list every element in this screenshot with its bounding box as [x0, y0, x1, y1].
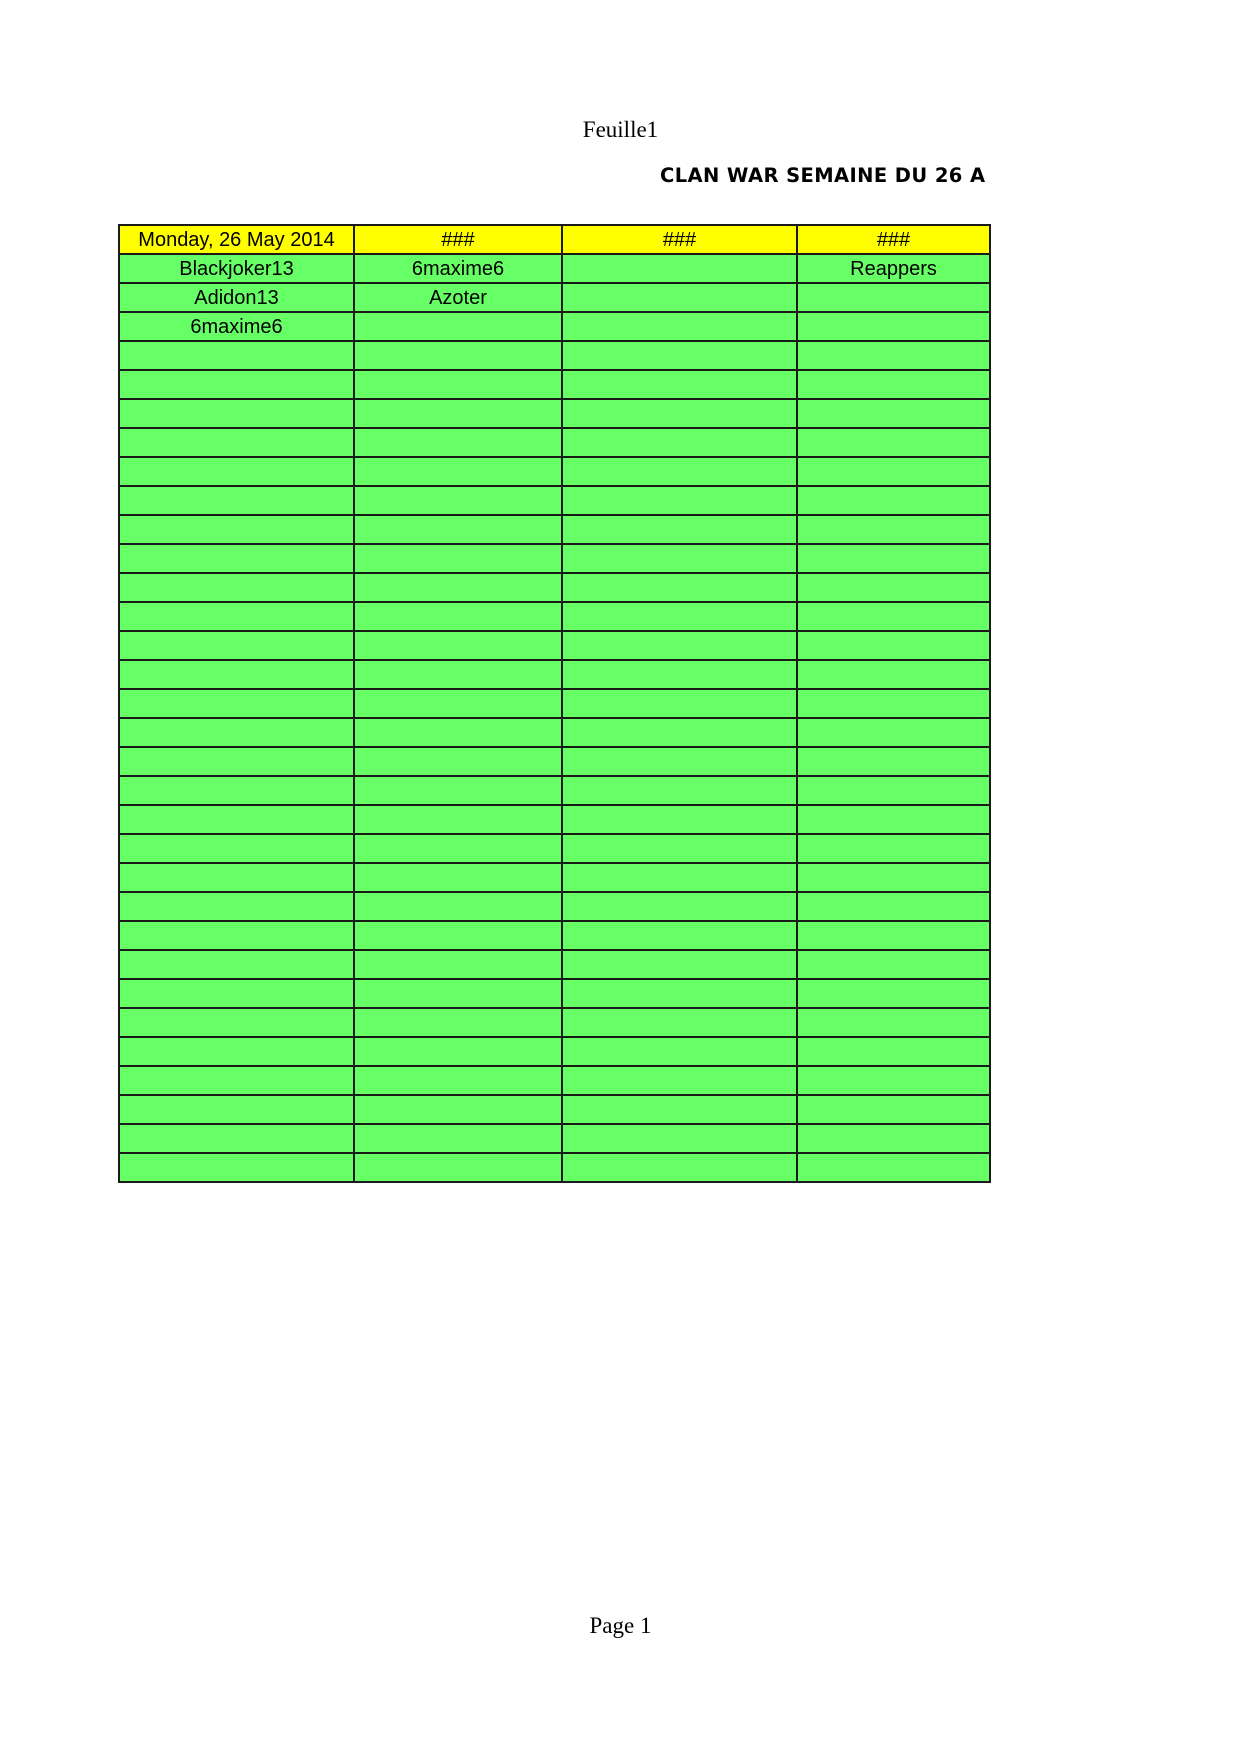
- table-cell[interactable]: 6maxime6: [354, 254, 562, 283]
- table-cell[interactable]: [562, 1124, 797, 1153]
- table-cell[interactable]: [797, 950, 990, 979]
- table-row: [119, 1095, 990, 1124]
- table-cell[interactable]: [354, 1066, 562, 1095]
- table-cell[interactable]: [354, 1124, 562, 1153]
- table-row: [119, 341, 990, 370]
- header-cell-date[interactable]: Monday, 26 May 2014: [119, 225, 354, 254]
- table-cell[interactable]: [354, 573, 562, 602]
- table-cell[interactable]: [119, 341, 354, 370]
- table-row: [119, 834, 990, 863]
- table-row: [119, 457, 990, 486]
- table-cell[interactable]: [562, 979, 797, 1008]
- table-row: [119, 1066, 990, 1095]
- table-cell[interactable]: [119, 1095, 354, 1124]
- table-cell[interactable]: [562, 544, 797, 573]
- table-cell[interactable]: [354, 1153, 562, 1182]
- table-cell[interactable]: [354, 428, 562, 457]
- table-cell[interactable]: [797, 1124, 990, 1153]
- table-cell[interactable]: [119, 892, 354, 921]
- table-cell[interactable]: [562, 399, 797, 428]
- table-row: [119, 950, 990, 979]
- table-cell[interactable]: [562, 312, 797, 341]
- table-cell[interactable]: [797, 399, 990, 428]
- table-cell[interactable]: [562, 1008, 797, 1037]
- table-cell[interactable]: [119, 428, 354, 457]
- table-cell[interactable]: [354, 312, 562, 341]
- table-cell[interactable]: [354, 776, 562, 805]
- table-cell[interactable]: [562, 573, 797, 602]
- table-cell[interactable]: [797, 1037, 990, 1066]
- table-cell[interactable]: [562, 486, 797, 515]
- table-cell[interactable]: [119, 1037, 354, 1066]
- table-cell[interactable]: [797, 892, 990, 921]
- table-cell[interactable]: [797, 312, 990, 341]
- table-row: [119, 979, 990, 1008]
- page-footer: Page 1: [589, 1613, 652, 1638]
- table-row: [119, 1153, 990, 1182]
- table-row: [119, 602, 990, 631]
- table-cell[interactable]: [354, 1008, 562, 1037]
- table-cell[interactable]: [562, 892, 797, 921]
- table-cell[interactable]: [354, 689, 562, 718]
- header-row: [119, 225, 990, 254]
- table-cell[interactable]: [797, 805, 990, 834]
- table-cell[interactable]: [797, 602, 990, 631]
- table-cell[interactable]: [562, 950, 797, 979]
- table-cell[interactable]: [354, 979, 562, 1008]
- table-row: [119, 863, 990, 892]
- table-cell[interactable]: [562, 1037, 797, 1066]
- table-cell[interactable]: [797, 1095, 990, 1124]
- table-row: [119, 254, 990, 283]
- table-cell[interactable]: [119, 1153, 354, 1182]
- table-cell[interactable]: [119, 979, 354, 1008]
- table-cell[interactable]: [354, 660, 562, 689]
- table-cell[interactable]: [797, 370, 990, 399]
- table-row: [119, 689, 990, 718]
- table-cell[interactable]: Azoter: [354, 283, 562, 312]
- table-row: [119, 428, 990, 457]
- table-cell[interactable]: [562, 805, 797, 834]
- table-cell[interactable]: [797, 1153, 990, 1182]
- table-cell[interactable]: Adidon13: [119, 283, 354, 312]
- table-cell[interactable]: [562, 428, 797, 457]
- table-row: [119, 515, 990, 544]
- table-cell[interactable]: [119, 1008, 354, 1037]
- table-cell[interactable]: [562, 515, 797, 544]
- table-cell[interactable]: [354, 805, 562, 834]
- table-cell[interactable]: [562, 283, 797, 312]
- table-cell[interactable]: [119, 602, 354, 631]
- table-cell[interactable]: [562, 718, 797, 747]
- table-row: [119, 660, 990, 689]
- table-cell[interactable]: [354, 921, 562, 950]
- header-cell-3[interactable]: ###: [562, 225, 797, 254]
- table-cell[interactable]: [797, 747, 990, 776]
- table-cell[interactable]: [119, 486, 354, 515]
- table-cell[interactable]: [562, 254, 797, 283]
- table-cell[interactable]: [354, 950, 562, 979]
- table-cell[interactable]: [562, 370, 797, 399]
- table-cell[interactable]: [354, 341, 562, 370]
- table-cell[interactable]: [797, 283, 990, 312]
- table-cell[interactable]: [562, 776, 797, 805]
- table-cell[interactable]: [119, 515, 354, 544]
- table-row: [119, 631, 990, 660]
- table-cell[interactable]: [354, 457, 562, 486]
- table-cell[interactable]: [562, 660, 797, 689]
- table-cell[interactable]: [797, 979, 990, 1008]
- table-cell[interactable]: [797, 1008, 990, 1037]
- table-cell[interactable]: 6maxime6: [119, 312, 354, 341]
- table-cell[interactable]: [119, 718, 354, 747]
- table-cell[interactable]: [354, 602, 562, 631]
- table-cell[interactable]: [119, 399, 354, 428]
- roster-table-body: [119, 225, 990, 1182]
- table-cell[interactable]: [562, 1066, 797, 1095]
- table-row: [119, 1124, 990, 1153]
- sheet-heading: [660, 166, 990, 194]
- table-cell[interactable]: [354, 486, 562, 515]
- table-row: [119, 1037, 990, 1066]
- table-cell[interactable]: Reappers: [797, 254, 990, 283]
- table-cell[interactable]: [119, 689, 354, 718]
- table-cell[interactable]: [119, 921, 354, 950]
- table-row: [119, 573, 990, 602]
- table-row: [119, 805, 990, 834]
- table-cell[interactable]: [797, 631, 990, 660]
- table-cell[interactable]: [797, 660, 990, 689]
- table-row: [119, 718, 990, 747]
- table-cell[interactable]: [797, 515, 990, 544]
- table-cell[interactable]: [797, 718, 990, 747]
- table-cell[interactable]: [562, 457, 797, 486]
- table-cell[interactable]: [562, 863, 797, 892]
- table-cell[interactable]: [797, 921, 990, 950]
- table-cell[interactable]: [797, 863, 990, 892]
- table-cell[interactable]: [119, 573, 354, 602]
- table-cell[interactable]: [797, 457, 990, 486]
- table-cell[interactable]: [119, 747, 354, 776]
- header-cell-2[interactable]: ###: [354, 225, 562, 254]
- table-cell[interactable]: [562, 747, 797, 776]
- table-cell[interactable]: [119, 660, 354, 689]
- sheet-heading-text: CLAN WAR SEMAINE DU 26 A: [660, 166, 986, 187]
- table-row: [119, 486, 990, 515]
- table-cell[interactable]: [797, 573, 990, 602]
- table-row: [119, 747, 990, 776]
- table-row: [119, 776, 990, 805]
- table-row: [119, 921, 990, 950]
- table-cell[interactable]: [354, 892, 562, 921]
- table-cell[interactable]: [797, 1066, 990, 1095]
- table-cell[interactable]: [354, 1095, 562, 1124]
- table-row: [119, 370, 990, 399]
- table-cell[interactable]: [354, 399, 562, 428]
- table-cell[interactable]: [562, 834, 797, 863]
- table-cell[interactable]: [562, 689, 797, 718]
- header-cell-4[interactable]: ###: [797, 225, 990, 254]
- table-cell[interactable]: [119, 805, 354, 834]
- table-cell[interactable]: [119, 1124, 354, 1153]
- table-cell[interactable]: [354, 544, 562, 573]
- table-cell[interactable]: [354, 747, 562, 776]
- table-row: [119, 892, 990, 921]
- table-cell[interactable]: [562, 1095, 797, 1124]
- table-cell[interactable]: [797, 341, 990, 370]
- table-row: [119, 312, 990, 341]
- table-cell[interactable]: [797, 776, 990, 805]
- table-row: [119, 399, 990, 428]
- table-cell[interactable]: [119, 544, 354, 573]
- sheet-name: Feuille1: [582, 117, 659, 142]
- table-cell[interactable]: [797, 544, 990, 573]
- table-cell[interactable]: [119, 370, 354, 399]
- table-cell[interactable]: [354, 718, 562, 747]
- table-row: [119, 283, 990, 312]
- table-cell[interactable]: [797, 834, 990, 863]
- table-cell[interactable]: [119, 1066, 354, 1095]
- table-row: [119, 544, 990, 573]
- table-cell[interactable]: [562, 1153, 797, 1182]
- table-cell[interactable]: [562, 921, 797, 950]
- table-cell[interactable]: [119, 631, 354, 660]
- table-cell[interactable]: [354, 631, 562, 660]
- table-cell[interactable]: [562, 631, 797, 660]
- table-cell[interactable]: [119, 776, 354, 805]
- table-cell[interactable]: [562, 341, 797, 370]
- table-cell[interactable]: [354, 863, 562, 892]
- table-cell[interactable]: Blackjoker13: [119, 254, 354, 283]
- table-cell[interactable]: [354, 515, 562, 544]
- table-cell[interactable]: [354, 834, 562, 863]
- table-cell[interactable]: [119, 457, 354, 486]
- table-cell[interactable]: [119, 834, 354, 863]
- table-cell[interactable]: [354, 1037, 562, 1066]
- table-cell[interactable]: [797, 428, 990, 457]
- table-cell[interactable]: [562, 602, 797, 631]
- table-cell[interactable]: [797, 486, 990, 515]
- table-row: [119, 1008, 990, 1037]
- table-cell[interactable]: [119, 950, 354, 979]
- table-cell[interactable]: [119, 863, 354, 892]
- table-cell[interactable]: [797, 689, 990, 718]
- roster-table: [118, 224, 991, 1183]
- table-cell[interactable]: [354, 370, 562, 399]
